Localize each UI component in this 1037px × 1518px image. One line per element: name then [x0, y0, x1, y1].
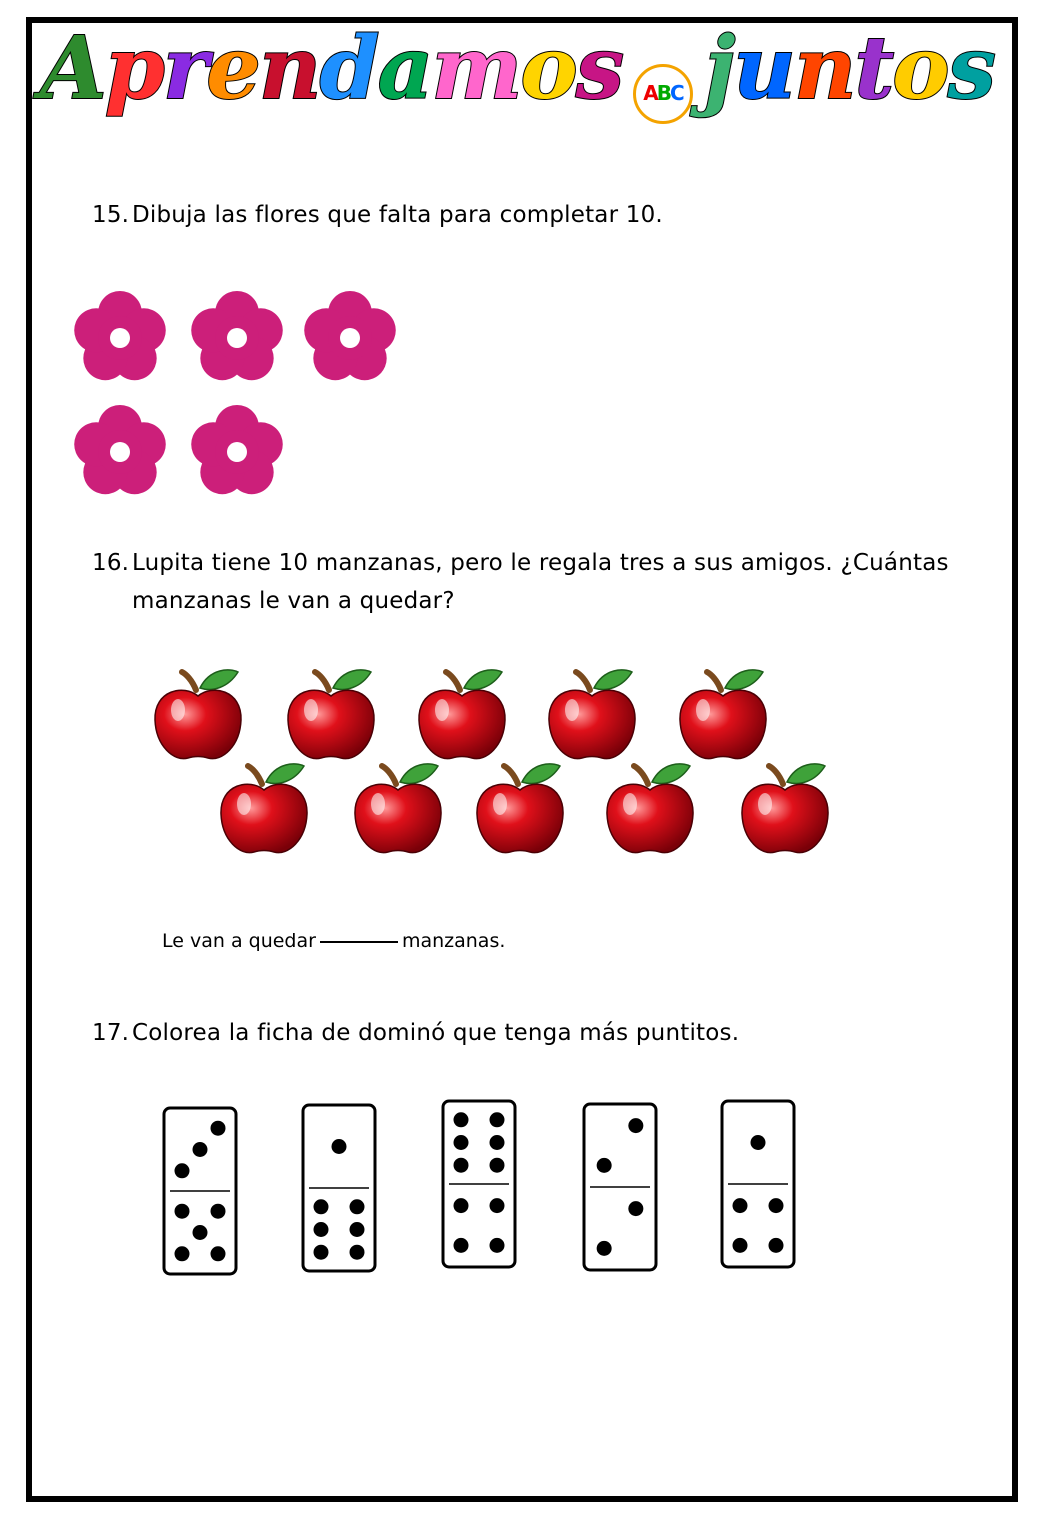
domino-pip [490, 1135, 505, 1150]
domino-pip [733, 1238, 748, 1253]
apple-icon [355, 764, 441, 853]
answer-prefix: Le van a quedar [162, 930, 316, 952]
domino-tile[interactable] [164, 1108, 236, 1274]
title-letter: o [892, 18, 948, 119]
domino-pip [628, 1201, 643, 1216]
question-number: 17. [92, 1020, 130, 1046]
domino-pip [350, 1222, 365, 1237]
apple-icon [742, 764, 828, 853]
domino-pip [628, 1118, 643, 1133]
question-text: Colorea la ficha de dominó que tenga más puntitos. [132, 1020, 740, 1046]
flower-icon [74, 405, 166, 494]
apple-icon [607, 764, 693, 853]
flower-icon [304, 291, 396, 380]
domino-pip [733, 1198, 748, 1213]
domino-pip [332, 1139, 347, 1154]
apple-icon [221, 764, 307, 853]
domino-pip [175, 1204, 190, 1219]
domino-pip [454, 1198, 469, 1213]
domino-pip [490, 1238, 505, 1253]
answer-suffix: manzanas. [401, 930, 506, 952]
title-letter: a [377, 18, 432, 119]
domino-pip [454, 1135, 469, 1150]
domino-pip [751, 1135, 766, 1150]
domino-pip [211, 1204, 226, 1219]
apple-icon [680, 670, 766, 759]
title-letter: t [854, 18, 893, 119]
title-letter: A [40, 18, 105, 119]
domino-tile[interactable] [443, 1101, 515, 1267]
title-letter: s [947, 18, 995, 119]
question-number: 15. [92, 202, 130, 228]
title-letter: o [520, 18, 576, 119]
title-letter: r [162, 18, 207, 119]
domino-pip [314, 1222, 329, 1237]
domino-tile[interactable] [303, 1105, 375, 1271]
domino-pip [175, 1246, 190, 1261]
domino-pip [769, 1198, 784, 1213]
domino-tile[interactable] [584, 1104, 656, 1270]
domino-pip [193, 1142, 208, 1157]
abc-logo-icon: ABC [633, 64, 693, 124]
title-letter: n [258, 18, 320, 119]
domino-pip [454, 1158, 469, 1173]
domino-pip [175, 1163, 190, 1178]
title-letter: d [319, 18, 378, 119]
domino-pip [314, 1199, 329, 1214]
domino-pip [350, 1199, 365, 1214]
domino-pip [490, 1112, 505, 1127]
flower-icon [74, 291, 166, 380]
title-letter: n [793, 18, 855, 119]
question-number: 16. [92, 550, 130, 576]
apple-icon [549, 670, 635, 759]
domino-pip [211, 1246, 226, 1261]
title-letter: u [733, 18, 794, 119]
title-letter: m [431, 18, 521, 119]
domino-pip [454, 1112, 469, 1127]
domino-tile[interactable] [722, 1101, 794, 1267]
title-letter: p [104, 18, 163, 119]
domino-pip [490, 1158, 505, 1173]
flower-icon [191, 291, 283, 380]
title-letter: s [575, 18, 623, 119]
question-text-line1: Lupita tiene 10 manzanas, pero le regala tres a sus amigos. ¿Cuántas [132, 550, 949, 576]
domino-pip [350, 1245, 365, 1260]
domino-pip [769, 1238, 784, 1253]
apple-icon [288, 670, 374, 759]
domino-pip [597, 1241, 612, 1256]
title-letter: e [206, 18, 259, 119]
domino-pip [597, 1158, 612, 1173]
question-text: Dibuja las flores que falta para completar 10. [132, 202, 663, 228]
apple-icon [155, 670, 241, 759]
apple-icon [477, 764, 563, 853]
domino-pip [193, 1225, 208, 1240]
domino-pip [454, 1238, 469, 1253]
domino-pip [211, 1121, 226, 1136]
domino-pip [314, 1245, 329, 1260]
domino-pip [490, 1198, 505, 1213]
question-text-line2: manzanas le van a quedar? [132, 588, 455, 614]
apple-icon [419, 670, 505, 759]
flower-icon [191, 405, 283, 494]
title-letter: j [704, 18, 734, 119]
